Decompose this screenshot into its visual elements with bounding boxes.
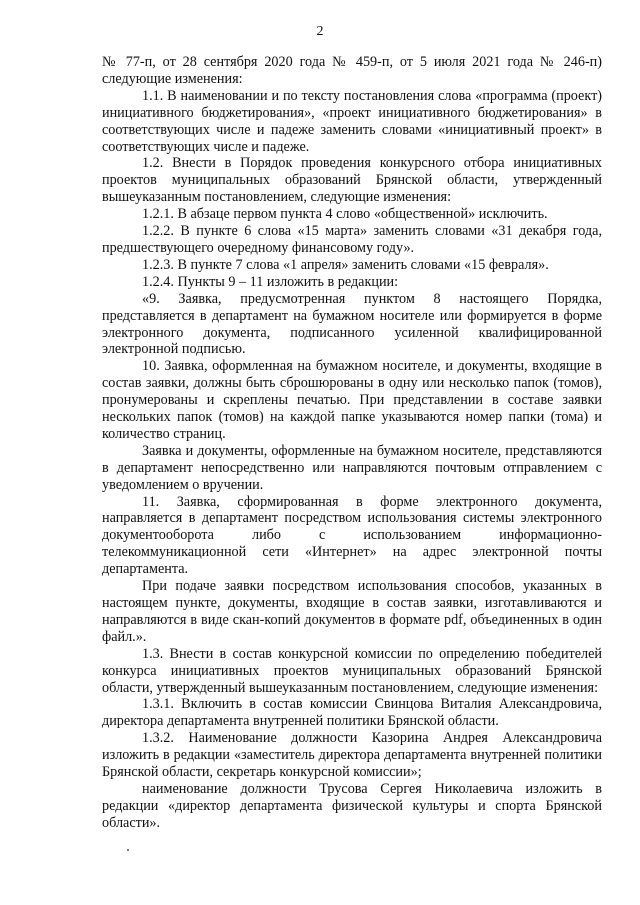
page-number: 2 — [316, 24, 324, 39]
paragraph-1-2: 1.2. Внести в Порядок проведения конкурсного отбора инициативных проектов муниципальных образований Брянской области, утвержденный вышеуказанным постановлением, следующие изменения: — [102, 155, 602, 206]
paragraph-1-3-1: 1.3.1. Включить в состав комиссии Свинцова Виталия Александровича, директора департамента внутренней политики Брянской области. — [102, 696, 602, 730]
scan-speck — [127, 849, 129, 851]
paragraph-1-3: 1.3. Внести в состав конкурсной комиссии по определению победителей конкурса инициативных проектов муниципальных образований Брянской области, утвержденный вышеуказанным постановлением, следующие изменения: — [102, 645, 602, 696]
paragraph-1-2-3: 1.2.3. В пункте 7 слова «1 апреля» заменить словами «15 февраля». — [142, 256, 549, 273]
paragraph-item-9: «9. Заявка, предусмотренная пунктом 8 настоящего Порядка, представляется в департамент на бумажном носителе или формируется в форме электронного документа, подписанного усиленной квалифицированной электронной подписью. — [102, 290, 602, 358]
paragraph-1-2-2: 1.2.2. В пункте 6 слова «15 марта» заменить словами «31 декабря года, предшествующего очередному финансовому году». — [102, 223, 602, 256]
paragraph-1-2-4: 1.2.4. Пункты 9 – 11 изложить в редакции: — [142, 273, 399, 290]
document-body — [102, 54, 602, 832]
paragraph-item-11: 11. Заявка, сформированная в форме электронного документа, направляется в департамент посредством использования системы электронного документооборота либо с использованием информационно-телекоммуникационной сети «Интернет» на адрес электронной почты департамента. — [102, 493, 602, 578]
paragraph-item-11-cont: При подаче заявки посредством использования способов, указанных в настоящем пункте, документы, входящие в состав заявки, изготавливаются и направляются в виде скан-копий документов в формате pdf, объединенных в один файл.». — [102, 578, 602, 645]
paragraph-item-10-cont: Заявка и документы, оформленные на бумажном носителе, представляются в департамент непосредственно или направляются почтовым отправлением с уведомлением о вручении. — [102, 442, 602, 493]
paragraph-1-3-2-cont: наименование должности Трусова Сергея Николаевича изложить в редакции «директор департамента физической культуры и спорта Брянской области». — [102, 780, 602, 831]
paragraph-1-2-1: 1.2.1. В абзаце первом пункта 4 слово «общественной» исключить. — [142, 206, 548, 223]
paragraph-1-3-2: 1.3.2. Наименование должности Казорина Андрея Александровича изложить в редакции «заместитель директора департамента внутренней политики Брянской области, секретарь конкурсной комиссии»; — [102, 730, 602, 781]
paragraph-continuation: № 77-п, от 28 сентября 2020 года № 459-п, от 5 июля 2021 года № 246-п) следующие изменения: — [102, 54, 602, 87]
paragraph-1-1: 1.1. В наименовании и по тексту постановления слова «программа (проект) инициативного бюджетирования», «проект инициативного бюджетирования» в соответствующих числе и падеже заменить словами «инициативный проект» в соответствующих числе и падеже. — [102, 87, 602, 155]
paragraph-item-10: 10. Заявка, оформленная на бумажном носителе, и документы, входящие в состав заявки, должны быть сброшюрованы в одну или несколько папок (томов), пронумерованы и скреплены печатью. При представлении в составе заявки нескольких папок (томов) на каждой папке указываются номер папки (тома) и количество страниц. — [102, 358, 602, 442]
